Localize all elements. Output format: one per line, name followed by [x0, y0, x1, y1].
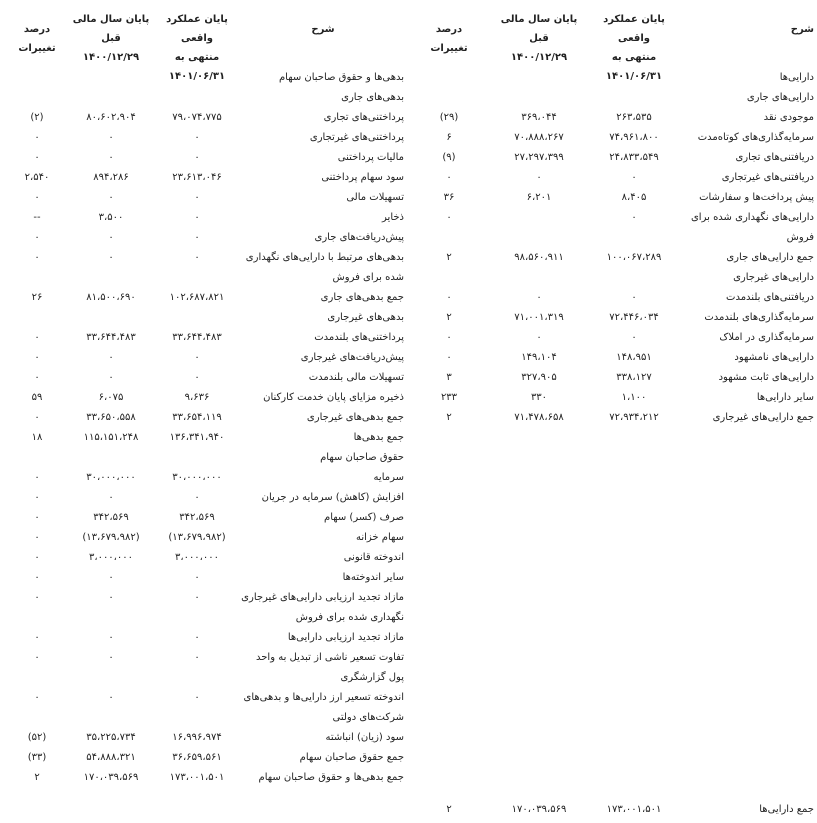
row-description: جمع بدهی‌ها و حقوق صاحبان سهام	[258, 772, 404, 783]
row-current-value: (۱۳،۶۷۹،۹۸۲)	[168, 532, 226, 543]
table-row	[407, 328, 817, 348]
row-description: ذخایر	[382, 212, 404, 223]
row-previous-value: ۳،۰۰۰،۰۰۰	[88, 552, 134, 563]
row-description: جمع بدهی‌ها	[353, 432, 404, 443]
row-current-value: ۳۳،۶۵۴،۱۱۹	[172, 412, 222, 423]
row-previous-value: ۳۴۲،۵۶۹	[93, 512, 129, 523]
row-pct-change: ۶	[446, 132, 452, 143]
table-row	[0, 648, 407, 688]
row-description: دارایی‌های غیرجاری	[733, 272, 814, 283]
row-pct-change: ۰	[34, 512, 40, 523]
row-current-value: ۹،۶۳۶	[184, 392, 210, 403]
header-previous: پایان سال مالی قبل ۱۴۰۰/۱۲/۲۹	[72, 14, 150, 63]
row-previous-value: ۷۱،۴۷۸،۶۵۸	[514, 412, 564, 423]
header-description: شرح	[311, 24, 335, 35]
row-pct-change: ۰	[34, 532, 40, 543]
table-row	[407, 348, 817, 368]
table-row	[407, 168, 817, 188]
table-row	[0, 108, 407, 128]
row-previous-value	[67, 88, 155, 108]
table-row	[407, 408, 817, 428]
row-previous-value: ۶،۰۷۵	[98, 392, 124, 403]
row-previous-value: ۰	[108, 232, 114, 243]
table-row	[0, 248, 407, 288]
row-description: اندوخته قانونی	[343, 552, 404, 563]
table-row	[407, 208, 817, 248]
row-pct-change: ۰	[34, 332, 40, 343]
row-current-value: ۰	[194, 352, 200, 363]
row-description: دریافتنی‌های غیرتجاری	[721, 172, 814, 183]
row-description: تسهیلات مالی بلندمدت	[308, 372, 404, 383]
row-description: پیش‌دریافت‌های غیرجاری	[300, 352, 404, 363]
row-current-value: ۰	[194, 212, 200, 223]
row-previous-value	[67, 68, 155, 88]
row-previous-value: ۰	[108, 692, 114, 703]
row-description: حقوق صاحبان سهام	[320, 452, 404, 463]
table-row	[0, 748, 407, 768]
row-previous-value: ۰	[108, 372, 114, 383]
row-previous-value	[67, 308, 155, 328]
liabilities-panel	[0, 0, 407, 788]
row-previous-value: ۰	[108, 192, 114, 203]
table-row	[407, 388, 817, 408]
row-previous-value: (۱۳،۶۷۹،۹۸۲)	[82, 532, 140, 543]
row-current-value: ۲۶۳،۵۳۵	[616, 112, 652, 123]
row-previous-value: ۸۰،۶۰۲،۹۰۴	[86, 112, 136, 123]
row-description: دارایی‌های ثابت مشهود	[718, 372, 814, 383]
row-previous-value: ۰	[108, 132, 114, 143]
row-current-value: ۰	[631, 212, 637, 223]
table-row	[0, 188, 407, 208]
row-description: بدهی‌ها و حقوق صاحبان سهام	[278, 72, 404, 83]
table-row	[407, 108, 817, 128]
table-row	[0, 228, 407, 248]
table-row	[0, 168, 407, 188]
row-previous-value: ۳۰،۰۰۰،۰۰۰	[86, 472, 136, 483]
row-previous-value: ۰	[108, 592, 114, 603]
row-pct-change	[7, 308, 67, 328]
row-current-value: ۱۴۸،۹۵۱	[616, 352, 652, 363]
table-row	[407, 268, 817, 288]
row-pct-change: ۰	[446, 212, 452, 223]
row-description: پرداختنی‌های بلندمدت	[314, 332, 404, 343]
header-pct: درصد تغییرات	[430, 24, 468, 54]
row-pct-change	[7, 88, 67, 108]
row-description: ذخیره مزایای پایان خدمت کارکنان	[263, 392, 404, 403]
row-current-value: ۱۷۳،۰۰۱،۵۰۱	[169, 772, 225, 783]
row-pct-change: ۲	[446, 252, 452, 263]
row-current-value: ۳۶،۶۵۹،۵۶۱	[172, 752, 222, 763]
row-pct-change: ۰	[446, 292, 452, 303]
row-pct-change: ۰	[34, 692, 40, 703]
table-row	[0, 388, 407, 408]
row-description: پیش پرداخت‌ها و سفارشات	[699, 192, 814, 203]
row-previous-value: ۲۷،۲۹۷،۳۹۹	[514, 152, 564, 163]
row-previous-value: ۳۳۰	[530, 392, 548, 403]
row-current-value: ۲۴،۸۳۳،۵۴۹	[609, 152, 659, 163]
row-current-value: ۱۶،۹۹۶،۹۷۴	[172, 732, 222, 743]
row-pct-change	[409, 68, 489, 88]
row-pct-change: ۰	[34, 232, 40, 243]
table-row	[0, 68, 407, 88]
row-current-value	[155, 68, 239, 88]
row-previous-value: ۰	[108, 572, 114, 583]
row-previous-value: ۳۵،۲۲۵،۷۳۴	[86, 732, 136, 743]
table-row	[407, 148, 817, 168]
row-pct-change: ۲	[34, 772, 40, 783]
row-pct-change: --	[33, 212, 41, 223]
row-current-value: ۳۰،۰۰۰،۰۰۰	[172, 472, 222, 483]
table-row	[0, 528, 407, 548]
table-row	[407, 188, 817, 208]
row-pct-change: ۰	[34, 492, 40, 503]
row-description: دارایی‌های نگهداری شده برای فروش	[690, 212, 814, 243]
row-description: جمع بدهی‌های غیرجاری	[306, 412, 404, 423]
row-current-value: ۰	[631, 172, 637, 183]
row-description: پرداختنی‌های تجاری	[323, 112, 404, 123]
table-row	[0, 308, 407, 328]
row-pct-change: ۰	[34, 252, 40, 263]
row-previous-value: ۱۴۹،۱۰۴	[521, 352, 557, 363]
row-previous-value: ۰	[108, 352, 114, 363]
row-pct-change	[409, 88, 489, 108]
row-current-value: ۷۹،۰۷۴،۷۷۵	[172, 112, 222, 123]
row-description: موجودی نقد	[763, 112, 814, 123]
row-description: دارایی‌ها	[779, 72, 814, 83]
row-description: بدهی‌های جاری	[341, 92, 404, 103]
row-current-value: ۸،۴۰۵	[621, 192, 647, 203]
row-description: جمع حقوق صاحبان سهام	[299, 752, 404, 763]
table-row	[0, 408, 407, 428]
row-previous-value: ۳،۵۰۰	[98, 212, 124, 223]
row-previous-value	[489, 268, 589, 288]
header-previous: پایان سال مالی قبل ۱۴۰۰/۱۲/۲۹	[500, 14, 578, 63]
row-current-value	[155, 448, 239, 468]
row-description: سرمایه‌گذاری‌های کوتاه‌مدت	[697, 132, 814, 143]
row-current-value: ۱۷۳،۰۰۱،۵۰۱	[606, 804, 662, 815]
table-row	[0, 568, 407, 588]
table-row	[0, 148, 407, 168]
row-previous-value: ۱۷۰،۰۳۹،۵۶۹	[83, 772, 139, 783]
row-previous-value: ۰	[536, 172, 542, 183]
row-previous-value: ۳۲۷،۹۰۵	[521, 372, 557, 383]
row-previous-value	[489, 208, 589, 228]
row-pct-change: ۳۶	[443, 192, 455, 203]
row-pct-change: ۰	[34, 632, 40, 643]
row-previous-value: ۵۴،۸۸۸،۳۲۱	[86, 752, 136, 763]
row-previous-value: ۰	[108, 492, 114, 503]
row-pct-change: ۲،۵۴۰	[24, 172, 50, 183]
row-current-value	[589, 268, 679, 288]
row-description: سرمایه‌گذاری‌های بلندمدت	[704, 312, 814, 323]
row-previous-value: ۸۱،۵۰۰،۶۹۰	[86, 292, 136, 303]
row-pct-change: ۵۹	[31, 392, 43, 403]
row-pct-change: ۰	[446, 332, 452, 343]
table-row	[407, 288, 817, 308]
row-current-value: ۰	[194, 372, 200, 383]
row-pct-change: ۰	[34, 352, 40, 363]
row-previous-value: ۶،۲۰۱	[526, 192, 552, 203]
header-description: شرح	[790, 24, 814, 35]
row-previous-value: ۰	[108, 152, 114, 163]
row-pct-change	[7, 68, 67, 88]
row-previous-value: ۰	[536, 332, 542, 343]
row-pct-change: ۰	[34, 552, 40, 563]
row-description: سایر دارایی‌ها	[756, 392, 814, 403]
table-row	[0, 88, 407, 108]
table-row	[0, 448, 407, 468]
table-row	[0, 588, 407, 628]
row-pct-change: ۲	[446, 312, 452, 323]
row-pct-change: (۲)	[30, 112, 44, 123]
row-previous-value: ۱۱۵،۱۵۱،۲۴۸	[83, 432, 139, 443]
row-description: سرمایه‌گذاری در املاک	[719, 332, 814, 343]
row-previous-value: ۰	[108, 252, 114, 263]
row-description: سود سهام پرداختنی	[321, 172, 404, 183]
row-previous-value: ۰	[536, 292, 542, 303]
row-current-value: ۷۲،۴۴۶،۰۳۴	[609, 312, 659, 323]
row-description: دریافتنی‌های تجاری	[735, 152, 814, 163]
row-previous-value	[489, 68, 589, 88]
table-row	[407, 128, 817, 148]
row-current-value: ۰	[194, 592, 200, 603]
row-previous-value	[67, 448, 155, 468]
row-current-value: ۲۳،۶۱۳،۰۴۶	[172, 172, 222, 183]
row-description: بدهی‌های غیرجاری	[327, 312, 404, 323]
liabilities-rows	[0, 68, 407, 788]
row-description: پیش‌دریافت‌های جاری	[314, 232, 404, 243]
header-current: پایان عملکرد واقعی منتهی به ۱۴۰۱/۰۶/۳۱	[166, 14, 228, 82]
row-current-value: ۱۰۲،۶۸۷،۸۲۱	[169, 292, 225, 303]
row-previous-value	[489, 88, 589, 108]
row-pct-change: ۰	[34, 192, 40, 203]
row-current-value	[589, 88, 679, 108]
row-pct-change: ۰	[34, 132, 40, 143]
row-description: بدهی‌های مرتبط با دارایی‌های نگهداری شده برای فروش	[245, 252, 404, 283]
row-description: پرداختنی‌های غیرتجاری	[309, 132, 404, 143]
row-pct-change: ۲	[446, 412, 452, 423]
row-current-value: ۰	[194, 652, 200, 663]
row-previous-value: ۷۱،۰۰۱،۳۱۹	[514, 312, 564, 323]
row-pct-change: ۲۳۳	[440, 392, 458, 403]
row-pct-change: ۰	[34, 592, 40, 603]
table-row	[0, 508, 407, 528]
table-row	[0, 468, 407, 488]
row-previous-value: ۷۰،۸۸۸،۲۶۷	[514, 132, 564, 143]
row-current-value: ۰	[194, 192, 200, 203]
table-row	[0, 328, 407, 348]
row-previous-value: ۰	[108, 632, 114, 643]
row-previous-value: ۱۷۰،۰۳۹،۵۶۹	[511, 804, 567, 815]
row-current-value: ۱۳۶،۳۴۱،۹۴۰	[169, 432, 225, 443]
row-description: دارایی‌های نامشهود	[734, 352, 814, 363]
row-description: مازاد تجدید ارزیابی دارایی‌ها	[287, 632, 404, 643]
row-previous-value: ۹۸،۵۶۰،۹۱۱	[514, 252, 564, 263]
row-pct-change: ۲۶	[31, 292, 43, 303]
table-row	[407, 248, 817, 268]
row-description: افزایش (کاهش) سرمایه در جریان	[261, 492, 404, 503]
header-current: پایان عملکرد واقعی منتهی به ۱۴۰۱/۰۶/۳۱	[603, 14, 665, 82]
assets-panel	[407, 0, 817, 815]
table-row	[0, 548, 407, 568]
table-row	[407, 68, 817, 88]
row-description: تفاوت تسعیر ناشی از تبدیل به واحد پول گزارشگری	[255, 652, 404, 683]
row-current-value: ۰	[194, 692, 200, 703]
table-row	[0, 628, 407, 648]
row-previous-value: ۰	[108, 652, 114, 663]
row-description: سرمایه	[373, 472, 404, 483]
row-description: سایر اندوخته‌ها	[342, 572, 404, 583]
row-current-value: ۰	[631, 332, 637, 343]
row-description: سود (زیان) انباشته	[325, 732, 404, 743]
row-pct-change: ۰	[34, 572, 40, 583]
row-pct-change: ۰	[34, 412, 40, 423]
row-description: مازاد تجدید ارزیابی دارایی‌های غیرجاری نگهداری شده برای فروش	[241, 592, 404, 623]
row-pct-change: (۳۳)	[27, 752, 47, 763]
row-description: جمع بدهی‌های جاری	[320, 292, 404, 303]
row-current-value: ۳۳،۶۴۴،۴۸۳	[172, 332, 222, 343]
table-row	[0, 288, 407, 308]
assets-rows	[407, 68, 817, 428]
row-previous-value: ۳۳،۶۵۰،۵۵۸	[86, 412, 136, 423]
row-current-value: ۷۴،۹۶۱،۸۰۰	[609, 132, 659, 143]
table-row	[0, 688, 407, 728]
row-pct-change: (۵۲)	[27, 732, 47, 743]
row-pct-change: (۲۹)	[439, 112, 459, 123]
row-current-value: ۰	[194, 152, 200, 163]
row-current-value: ۰	[194, 492, 200, 503]
row-current-value: ۰	[194, 252, 200, 263]
row-current-value: ۰	[194, 232, 200, 243]
table-row	[0, 768, 407, 788]
row-description: اندوخته تسعیر ارز دارایی‌ها و بدهی‌های شرکت‌های دولتی	[243, 692, 404, 723]
assets-total-row	[409, 800, 817, 820]
row-current-value: ۳۴۲،۵۶۹	[179, 512, 215, 523]
row-current-value: ۷۲،۹۳۴،۲۱۲	[609, 412, 659, 423]
row-current-value	[155, 88, 239, 108]
row-current-value: ۳۳۸،۱۲۷	[616, 372, 652, 383]
row-description: تسهیلات مالی	[346, 192, 404, 203]
row-current-value	[155, 308, 239, 328]
table-row	[0, 488, 407, 508]
row-pct-change: ۳	[446, 372, 452, 383]
header-pct: درصد تغییرات	[18, 24, 56, 54]
table-row	[0, 348, 407, 368]
row-description: مالیات پرداختنی	[337, 152, 404, 163]
row-pct-change	[409, 268, 489, 288]
table-row	[0, 128, 407, 148]
row-current-value	[589, 68, 679, 88]
row-pct-change: (۹)	[442, 152, 456, 163]
table-row	[0, 208, 407, 228]
row-current-value: ۳،۰۰۰،۰۰۰	[174, 552, 220, 563]
row-pct-change: ۲	[446, 804, 452, 815]
row-pct-change: ۰	[34, 652, 40, 663]
row-description: جمع دارایی‌های غیرجاری	[712, 412, 814, 423]
row-description: سهام خزانه	[355, 532, 404, 543]
row-pct-change: ۰	[446, 352, 452, 363]
row-pct-change: ۰	[34, 372, 40, 383]
table-row	[407, 368, 817, 388]
row-current-value: ۱۰۰،۰۶۷،۲۸۹	[606, 252, 662, 263]
row-current-value: ۰	[194, 132, 200, 143]
row-current-value: ۰	[194, 572, 200, 583]
table-row	[0, 368, 407, 388]
row-description: جمع دارایی‌ها	[759, 804, 814, 815]
row-previous-value: ۸۹۴،۲۸۶	[93, 172, 129, 183]
row-pct-change	[7, 448, 67, 468]
row-pct-change: ۰	[34, 152, 40, 163]
table-row	[0, 728, 407, 748]
row-previous-value: ۳۳،۶۴۴،۴۸۳	[86, 332, 136, 343]
row-current-value: ۱،۱۰۰	[621, 392, 647, 403]
row-description: جمع دارایی‌های جاری	[726, 252, 814, 263]
row-description: دارایی‌های جاری	[746, 92, 814, 103]
row-current-value: ۰	[194, 632, 200, 643]
table-row	[0, 428, 407, 448]
row-pct-change: ۱۸	[31, 432, 43, 443]
row-pct-change: ۰	[34, 472, 40, 483]
row-previous-value: ۳۶۹،۰۴۴	[521, 112, 557, 123]
row-description: دریافتنی‌های بلندمدت	[726, 292, 814, 303]
table-row	[407, 308, 817, 328]
table-row	[407, 88, 817, 108]
row-current-value: ۰	[631, 292, 637, 303]
row-pct-change: ۰	[446, 172, 452, 183]
row-description: صرف (کسر) سهام	[324, 512, 404, 523]
